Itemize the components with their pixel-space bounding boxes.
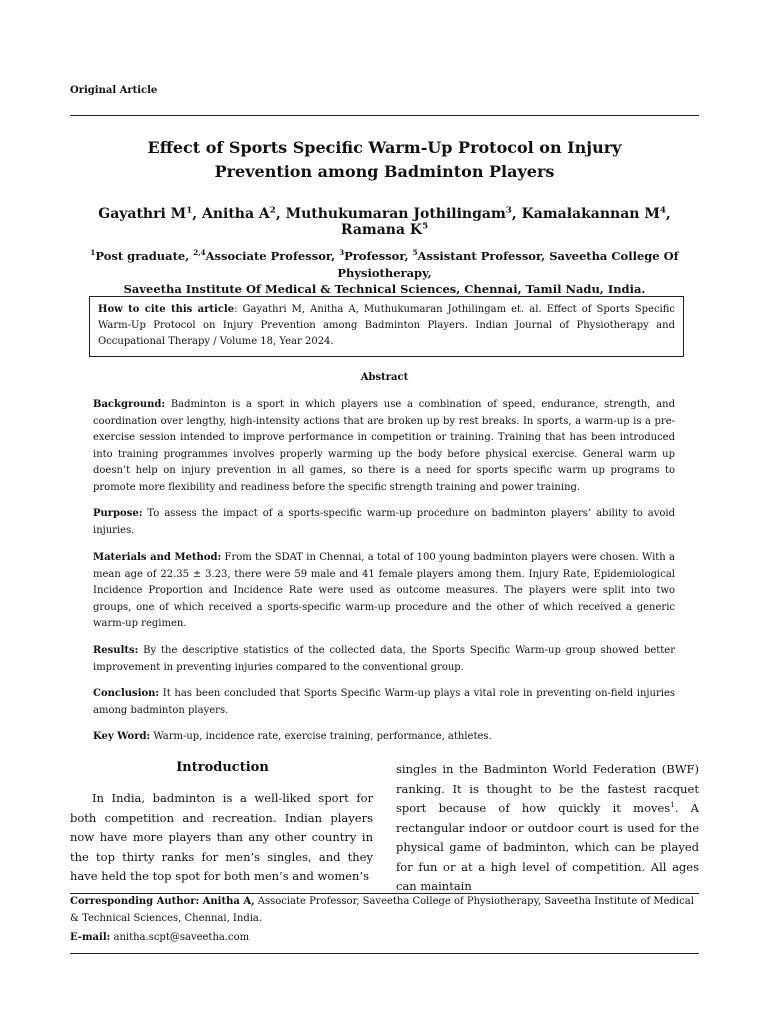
affil-text: Assistant Professor, Saveetha College Of Physiotherapy, xyxy=(337,249,679,280)
article-title xyxy=(70,136,699,184)
intro-right-column xyxy=(396,760,699,897)
affil-text: Associate Professor, xyxy=(205,249,340,263)
citation-text: : Gayathri M, Anitha A, Muthukumaran Jothilingam et. al. Effect of Sports Specific Warm-Up Protocol on Injury Prevention among Badminton Players. Indian Journal of Physiotherapy and Occupational Therapy / Volume 18, Year 2024. xyxy=(98,304,676,347)
corresponding-author xyxy=(70,894,699,927)
abstract-heading: Abstract xyxy=(360,372,409,383)
methods-label: Materials and Method: xyxy=(93,552,222,563)
affiliation-line-2: Saveetha Institute Of Medical & Technical Sciences, Chennai, Tamil Nadu, India. xyxy=(123,282,646,296)
author-affil-sup: 1 xyxy=(186,205,193,216)
affiliations xyxy=(70,248,699,298)
background-text: Badminton is a sport in which players use a combination of speed, endurance, strength, and coordination over lengthy, high-intensity actions that are broken up by rest breaks. In sports, a warm-up is a pre-exercise session intended to improve performance in competition or training. Training that has been introduced into training programmes involves properly warming up the body before physical exercise. General warm up doesn’t help on injury prevention in all games, so there is a need for sports specific warm up programs to promote more flexibility and readiness before the specific strength training and power training. xyxy=(93,399,675,493)
author-list: Gayathri $M^1$, Anitha $A^2$, Muthukumaran Jothilingam$^3$, Kamalakannan $M^4$, Ramana $K^5$ xyxy=(98,205,671,238)
intro-left-column: In India, badminton is a well-liked sport for both competition and recreation. Indian players now have more players than any other country in the top thirty ranks for men’s singles, and they have held the top spot for both men’s and women’s xyxy=(70,791,373,883)
author-affil-sup: 5 xyxy=(422,221,429,232)
author-name: Muthukumaran Jothilingam xyxy=(285,206,506,222)
author-affil-sup: 3 xyxy=(505,205,512,216)
footer-rule-bottom xyxy=(70,953,699,954)
methods-text: From the SDAT in Chennai, a total of 100 young badminton players were chosen. With a mean age of 22.35 ± 3.23, there were 59 male and 41 female players among them. Injury Rate, Epidemiological Incidence Proportion and Incidence Rate were used as outcome measures. The players were split into two groups, one of which received a sports-specific warm-up procedure and the other of which received a generic warm-up regimen. xyxy=(93,552,676,629)
keywords-label: Key Word: xyxy=(93,731,151,742)
author-name: Anitha A xyxy=(201,206,270,222)
author-affil-sup: 4 xyxy=(659,205,666,216)
abstract-results xyxy=(93,643,675,676)
affil-sup: 2,4 xyxy=(193,248,206,258)
affil-sup: 1 xyxy=(90,248,96,258)
introduction-heading: Introduction xyxy=(176,760,269,775)
title-line-2: Prevention among Badminton Players xyxy=(214,162,555,181)
abstract-methods xyxy=(93,550,675,633)
purpose-label: Purpose: xyxy=(93,508,143,519)
author-name: Ramana K xyxy=(340,222,423,238)
citation-label: How to cite this article xyxy=(98,304,235,315)
email-label: E-mail: xyxy=(70,932,111,943)
author-name: Kamalakannan M xyxy=(521,206,660,222)
intro-right-text: . A rectangular indoor or outdoor court is used for the physical game of badminton, which can be played for fun or at a high level of competition. All ages can maintain xyxy=(396,801,699,893)
abstract-conclusion xyxy=(93,686,675,719)
affil-text: Post graduate, xyxy=(95,249,194,263)
conclusion-text: It has been concluded that Sports Specific Warm-up plays a vital role in preventing on-field injuries among badminton players. xyxy=(93,688,675,716)
keywords-text: Warm-up, incidence rate, exercise training, performance, athletes. xyxy=(150,731,492,742)
results-text: By the descriptive statistics of the collected data, the Sports Specific Warm-up group showed better improvement in preventing injuries compared to the conventional group. xyxy=(93,645,675,673)
corr-author-label: Corresponding Author: Anitha A, xyxy=(70,896,255,907)
abstract-keywords xyxy=(93,729,675,746)
citation-box xyxy=(89,296,684,357)
author-affil-sup: 2 xyxy=(269,205,276,216)
purpose-text: To assess the impact of a sports-specific warm-up procedure on badminton players’ ability to avoid injuries. xyxy=(93,508,675,536)
author-name: Gayathri M xyxy=(98,206,187,222)
title-line-1: Effect of Sports Specific Warm-Up Protocol on Injury xyxy=(147,138,622,157)
background-label: Background: xyxy=(93,399,166,410)
header-rule xyxy=(70,115,699,116)
corr-author-text: Associate Professor, Saveetha College of Physiotherapy, Saveetha Institute of Medical & Technical Sciences, Chennai, India. xyxy=(70,896,694,924)
affil-sup: 3 xyxy=(339,248,345,258)
affil-sup: 5 xyxy=(412,248,418,258)
email-address: anitha.scpt@saveetha.com xyxy=(110,932,250,943)
reference-sup: 1 xyxy=(670,800,675,810)
intro-right-text: singles in the Badminton World Federation (BWF) ranking. It is thought to be the fastest racquet sport because of how quickly it moves xyxy=(396,762,699,815)
email-line xyxy=(70,930,699,947)
results-label: Results: xyxy=(93,645,139,656)
conclusion-label: Conclusion: xyxy=(93,688,160,699)
abstract-purpose xyxy=(93,506,675,539)
affil-text: Professor, xyxy=(344,249,413,263)
article-type-label: Original Article xyxy=(70,85,158,96)
affiliation-line-1 xyxy=(70,248,699,281)
abstract-background xyxy=(93,397,675,496)
